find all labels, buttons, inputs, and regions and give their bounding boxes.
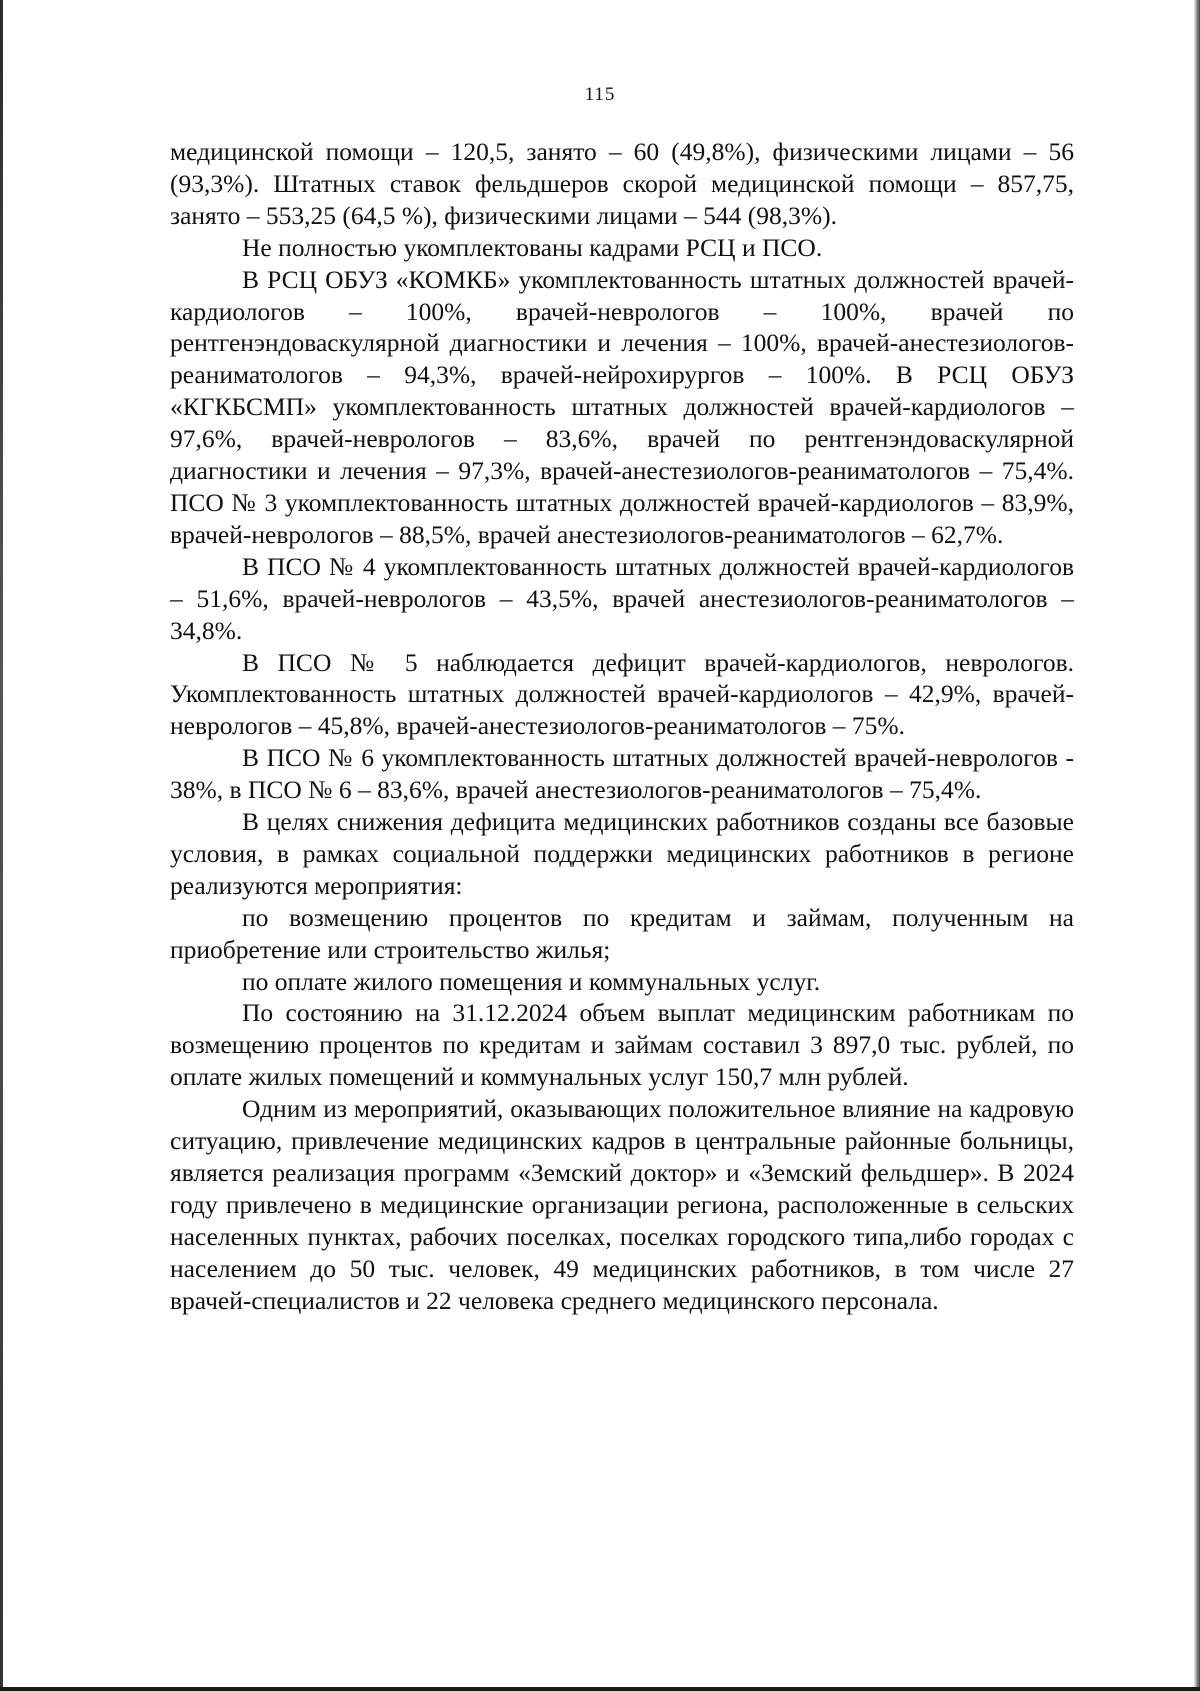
paragraph-payments: По состоянию на 31.12.2024 объем выплат медицинским работникам по возмещению процентов по кредитам и займам составил 3 897,0 тыс. рублей, по оплате жилых помещений и коммунальных услуг 150,7 млн рублей. [170, 998, 1074, 1092]
scan-edge-left [0, 0, 3, 1691]
paragraph-support-measures: В целях снижения дефицита медицинских работников созданы все базовые условия, в рамках социальной поддержки медицинских работников в регионе реализуются мероприятия: [170, 807, 1074, 900]
paragraph-measure-housing: по оплате жилого помещения и коммунальных услуг. [242, 966, 821, 996]
paragraph-rsc-staffing: В РСЦ ОБУЗ «КОМКБ» укомплектованность штатных должностей врачей-кардиологов – 100%, врачей-неврологов – 100%, врачей по рентгенэндоваскулярной диагностики и лечения – 100%, врачей-анестезиологов-реаниматологов – 94,3%, врачей-нейрохирургов – 100%. В РСЦ ОБУЗ «КГКБСМП» укомплектованность штатных должностей врачей-кардиологов – 97,6%, врачей-неврологов – 83,6%, врачей по рентгенэндоваскулярной диагностики и лечения – 97,3%, врачей-анестезиологов-реаниматологов – 75,4%. ПСО № 3 укомплектованность штатных должностей врачей-кардиологов – 83,9%, врачей-неврологов – 88,5%, врачей анестезиологов-реаниматологов – 62,7%. [170, 264, 1074, 549]
paragraph-zemsky-programs: Одним из мероприятий, оказывающих положительное влияние на кадровую ситуацию, привлечение медицинских кадров в центральные районные больницы, является реализация программ «Земский доктор» и «Земский фельдшер». В 2024 году привлечено в медицинские организации региона, расположенные в сельских населенных пунктах, рабочих поселках, поселках городского типа,либо городах с населением до 50 тыс. человек, 49 медицинских работников, в том числе 27 врачей-специалистов и 22 человека среднего медицинского персонала. [170, 1094, 1074, 1315]
paragraph-pso-4: В ПСО № 4 укомплектованность штатных должностей врачей-кардиологов – 51,6%, врачей-неврологов – 43,5%, врачей анестезиологов-реаниматологов – 34,8%. [170, 551, 1074, 645]
document-body [170, 136, 1074, 1317]
paragraph-pso-5: В ПСО № 5 наблюдается дефицит врачей-кардиологов, неврологов. Укомплектованность штатных должностей врачей-кардиологов – 42,9%, врачей-неврологов – 45,8%, врачей-анестезиологов-реаниматологов – 75%. [170, 647, 1074, 741]
scan-edge-right [1194, 0, 1200, 1691]
paragraph-rsc-pso-intro: Не полностью укомплектованы кадрами РСЦ и ПСО. [242, 232, 823, 262]
scan-edge-bottom [0, 1687, 1200, 1691]
paragraph-staffing-continued: медицинской помощи – 120,5, занято – 60 (49,8%), физическими лицами – 56 (93,3%). Штатных ставок фельдшеров скорой медицинской помощи – 857,75, занято – 553,25 (64,5 %), физическими лицами – 544 (98,3%). [170, 137, 1074, 230]
page-number: 115 [584, 84, 616, 105]
paragraph-pso-6: В ПСО № 6 укомплектованность штатных должностей врачей-неврологов - 38%, в ПСО № 6 – 83,6%, врачей анестезиологов-реаниматологов – 75,4%. [170, 743, 1074, 805]
paragraph-measure-loans: по возмещению процентов по кредитам и займам, полученным на приобретение или строительство жилья; [170, 902, 1074, 964]
